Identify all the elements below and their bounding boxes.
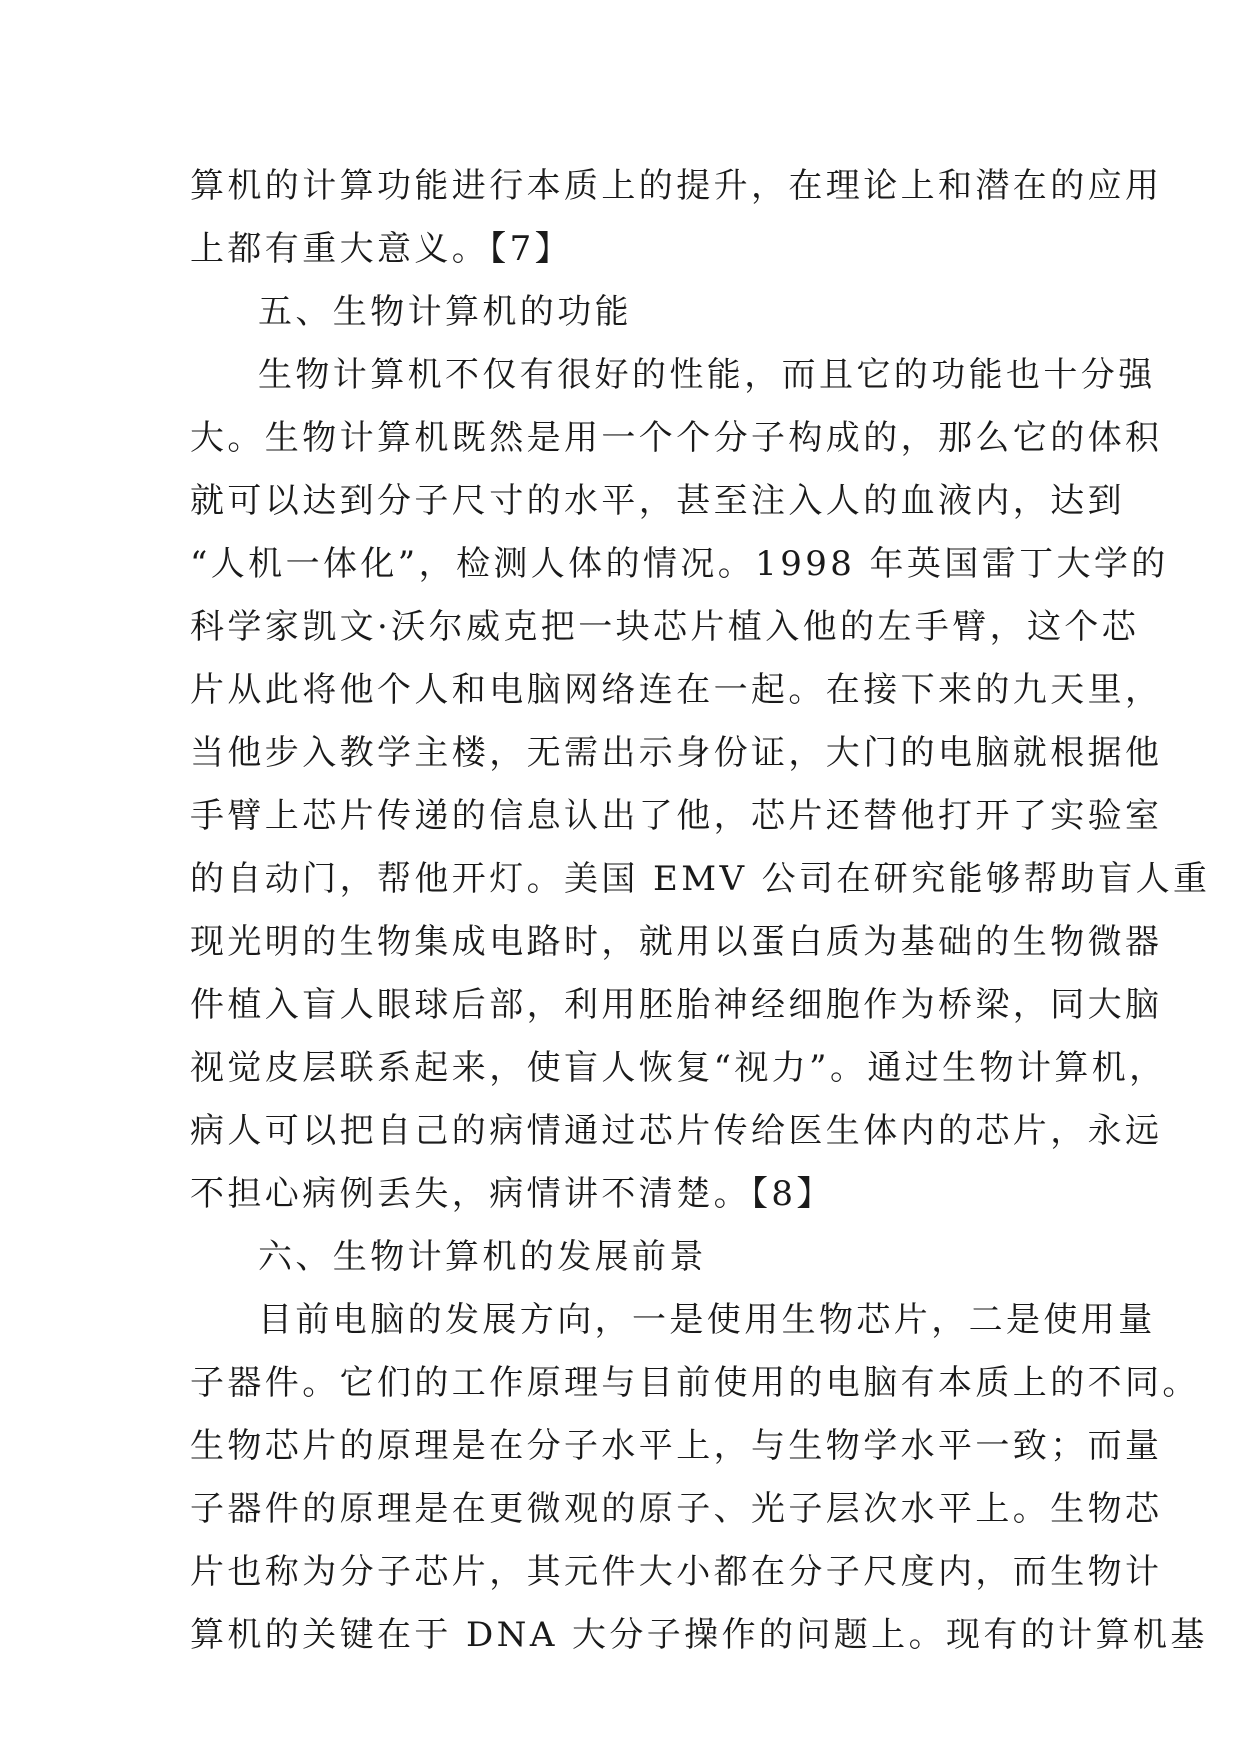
body-text-line: 就可以达到分子尺寸的水平，甚至注入人的血液内，达到 [190,481,1125,521]
body-text-line: 子器件。它们的工作原理与目前使用的电脑有本质上的不同。 [190,1363,1200,1403]
body-text-line: 的自动门，帮他开灯。美国 EMV 公司在研究能够帮助盲人重 [190,859,1211,899]
section-heading-6: 六、生物计算机的发展前景 [258,1237,707,1277]
body-text-line: 算机的计算功能进行本质上的提升，在理论上和潜在的应用 [190,166,1163,206]
body-text-line: 片也称为分子芯片，其元件大小都在分子尺度内，而生物计 [190,1552,1163,1592]
body-text-line: 现光明的生物集成电路时，就用以蛋白质为基础的生物微器 [190,922,1163,962]
body-text-line: 不担心病例丢失，病情讲不清楚。【8】 [190,1174,834,1214]
body-text-line: 上都有重大意义。【7】 [190,229,573,269]
body-text-line: 生物芯片的原理是在分子水平上，与生物学水平一致；而量 [190,1426,1163,1466]
body-text-line: 大。生物计算机既然是用一个个分子构成的，那么它的体积 [190,418,1163,458]
paragraph-start-line: 生物计算机不仅有很好的性能，而且它的功能也十分强 [258,355,1156,395]
body-text-line: 片从此将他个人和电脑网络连在一起。在接下来的九天里， [190,670,1163,710]
body-text-line: 当他步入教学主楼，无需出示身份证，大门的电脑就根据他 [190,733,1163,773]
paragraph-start-line: 目前电脑的发展方向，一是使用生物芯片，二是使用量 [258,1300,1156,1340]
body-text-line: 子器件的原理是在更微观的原子、光子层次水平上。生物芯 [190,1489,1163,1529]
body-text-line: 件植入盲人眼球后部，利用胚胎神经细胞作为桥梁，同大脑 [190,985,1163,1025]
body-text-line: 病人可以把自己的病情通过芯片传给医生体内的芯片，永远 [190,1111,1163,1151]
body-text-line: 视觉皮层联系起来，使盲人恢复“视力”。通过生物计算机， [190,1048,1167,1088]
body-text-line: “人机一体化”，检测人体的情况。1998 年英国雷丁大学的 [190,544,1169,584]
body-text-line: 科学家凯文·沃尔威克把一块芯片植入他的左手臂，这个芯 [190,607,1140,647]
section-heading-5: 五、生物计算机的功能 [258,292,632,332]
body-text-line: 算机的关键在于 DNA 大分子操作的问题上。现有的计算机基 [190,1615,1208,1655]
body-text-line: 手臂上芯片传递的信息认出了他，芯片还替他打开了实验室 [190,796,1163,836]
